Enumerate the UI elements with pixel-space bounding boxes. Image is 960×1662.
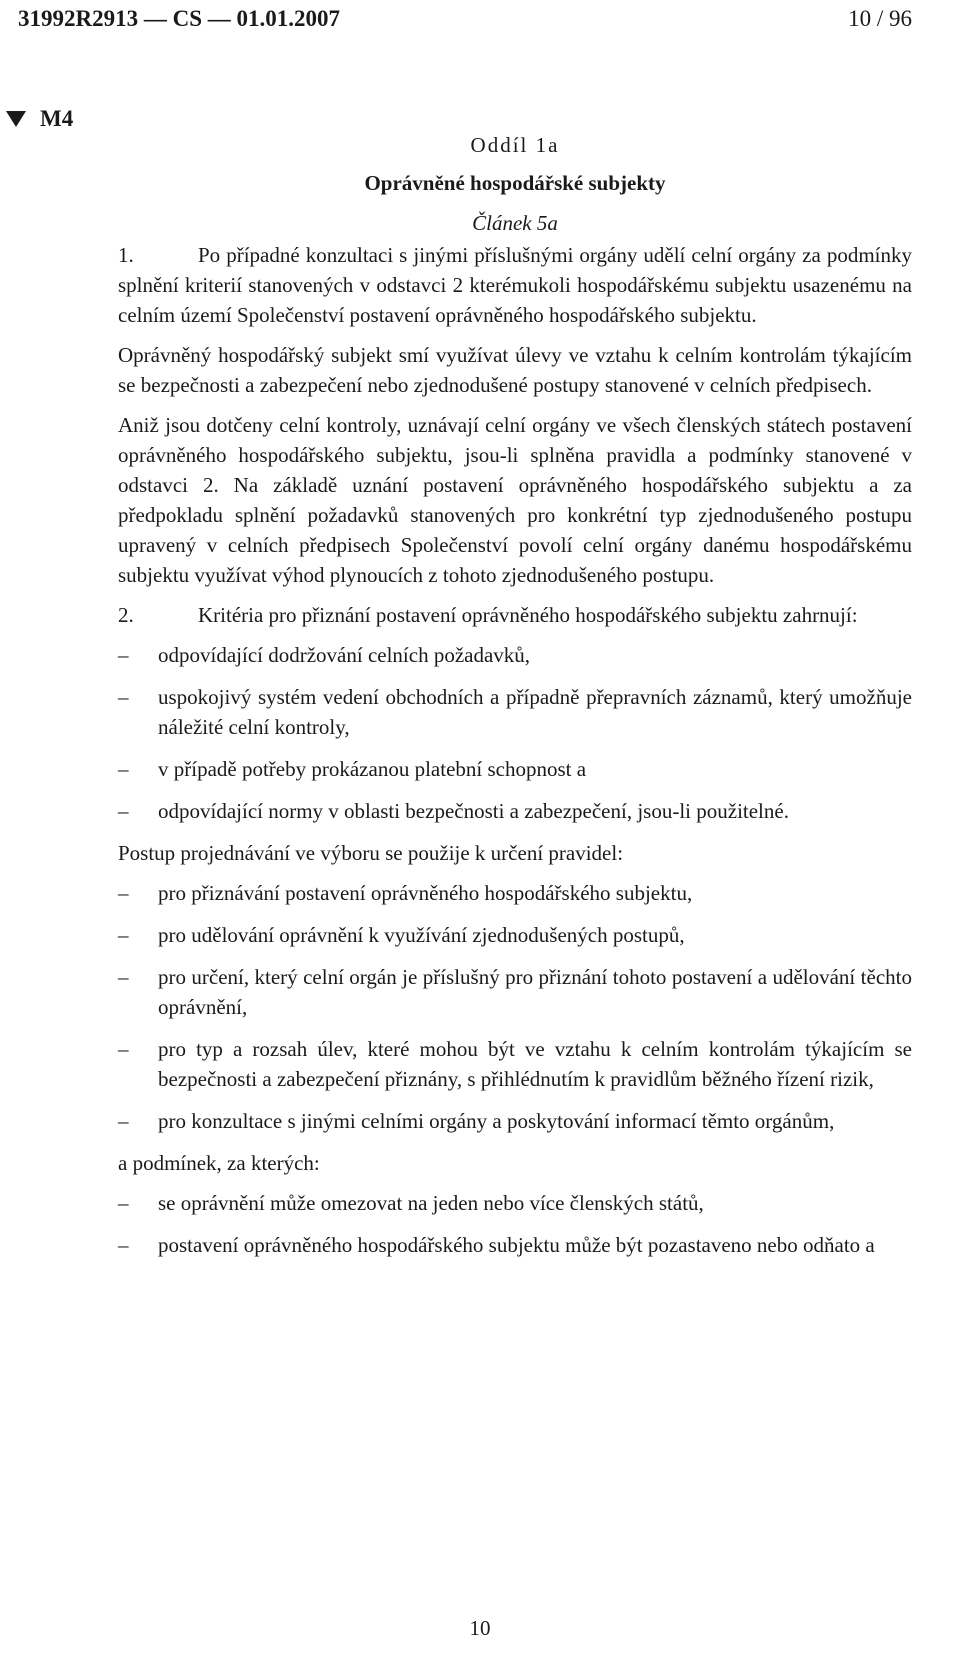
rules-list [118,878,912,1136]
paragraph-2: Oprávněný hospodářský subjekt smí využívat úlevy ve vztahu k celním kontrolám týkajícím se bezpečnosti a zabezpečení nebo zjednodušené postupy stanovené v celních předpisech. [118,343,912,397]
triangle-down-icon [6,111,26,127]
list-item: – se oprávnění může omezovat na jeden nebo více členských států, [118,1188,912,1218]
conditions-list [118,1188,912,1260]
dash-marker: – [118,643,129,667]
dash-marker: – [118,923,129,947]
list-item: – uspokojivý systém vedení obchodních a případně přepravních záznamů, který umožňuje náležité celní kontroly, [118,682,912,742]
dash-marker: – [118,799,129,823]
section-heading: Oddíl 1a [470,133,560,157]
document-reference: 31992R2913 — CS — 01.01.2007 [18,6,341,31]
list-item: – pro udělování oprávnění k využívání zjednodušených postupů, [118,920,912,950]
amendment-label: M4 [40,106,74,131]
dash-marker: – [118,1037,129,1061]
dash-marker: – [118,1233,129,1257]
paragraph-number: 1. [118,243,134,267]
dash-marker: – [118,1109,129,1133]
dash-marker: – [118,881,129,905]
dash-marker: – [118,1191,129,1215]
paragraph-5: Postup projednávání ve výboru se použije k určení pravidel: [118,841,624,865]
dash-marker: – [118,965,129,989]
paragraph-text: Kritéria pro přiznání postavení oprávněného hospodářského subjektu zahrnují: [198,603,858,627]
dash-marker: – [118,757,129,781]
page-header [18,6,912,40]
paragraph-1 [118,240,912,330]
paragraph-6: a podmínek, za kterých: [118,1151,320,1175]
section-title: Oprávněné hospodářské subjekty [364,171,666,195]
paragraph-3: Aniž jsou dotčeny celní kontroly, uznávají celní orgány ve všech členských státech postavení oprávněného hospodářského subjektu, jsou-li splněna pravidla a podmínky stanovené v odstavci 2. Na základě uznání postavení oprávněného hospodářského subjektu a za předpokladu splnění požadavků stanovených pro konkrétní typ zjednodušeného postupu upravený v celních předpisech Společenství povolí celní orgány danému hospodářskému subjektu využívat výhod plynoucích z tohoto zjednodušeného postupu. [118,413,912,587]
list-item: – postavení oprávněného hospodářského subjektu může být pozastaveno nebo odňato a [118,1230,912,1260]
article-heading: Článek 5a [472,211,558,235]
list-item: – pro určení, který celní orgán je příslušný pro přiznání tohoto postavení a udělování těchto oprávnění, [118,962,912,1022]
list-item: – v případě potřeby prokázanou platební schopnost a [118,754,912,784]
paragraph-4 [118,600,912,630]
page-indicator: 10 / 96 [848,6,912,31]
paragraph-text: Po případné konzultaci s jinými příslušnými orgány udělí celní orgány za podmínky splnění kriterií stanovených v odstavci 2 kterémukoli hospodářskému subjektu usazenému na celním území Společenství postavení oprávněného hospodářského subjektu. [118,243,912,327]
list-item: – odpovídající normy v oblasti bezpečnosti a zabezpečení, jsou-li použitelné. [118,796,912,826]
amendment-marker [6,106,73,132]
dash-marker: – [118,685,129,709]
document-body [118,130,912,1272]
list-item: – pro přiznávání postavení oprávněného hospodářského subjektu, [118,878,912,908]
list-item: – odpovídající dodržování celních požadavků, [118,640,912,670]
list-item: – pro typ a rozsah úlev, které mohou být ve vztahu k celním kontrolám týkajícím se bezpečnosti a zabezpečení přiznány, s přihlédnutím k pravidlům běžného řízení rizik, [118,1034,912,1094]
criteria-list [118,640,912,826]
page-number: 10 [469,1616,491,1640]
paragraph-number: 2. [118,603,134,627]
list-item: – pro konzultace s jinými celními orgány a poskytování informací těmto orgánům, [118,1106,912,1136]
